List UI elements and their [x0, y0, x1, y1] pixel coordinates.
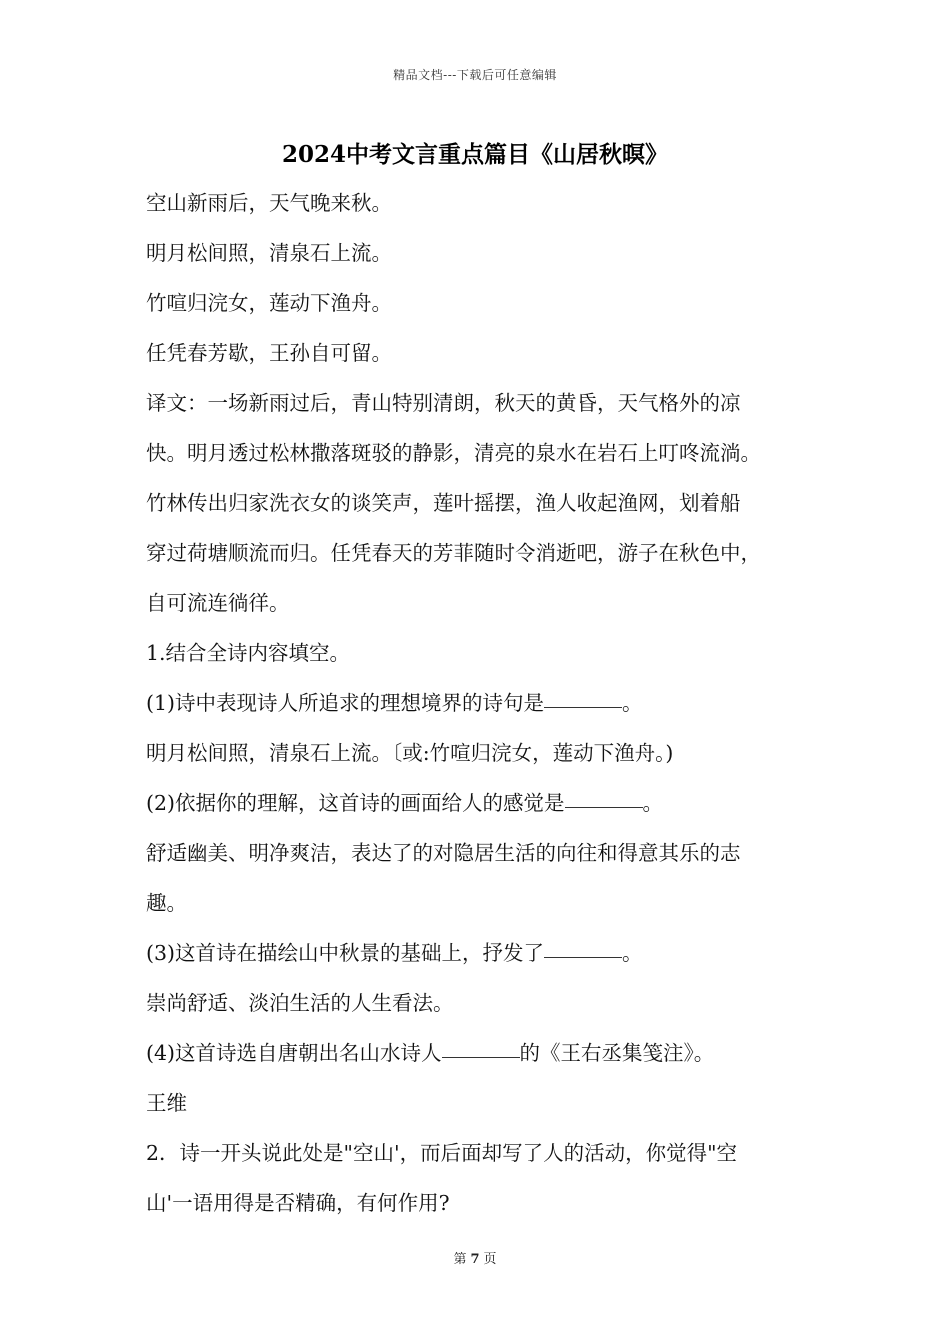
- question-text: (4)这首诗选自唐朝出名山水诗人: [146, 1041, 442, 1065]
- answer-blank: [442, 1037, 520, 1058]
- translation-line: 译文：一场新雨过后，青山特别清朗，秋天的黄昏，天气格外的凉: [146, 391, 741, 415]
- answer-blank: [544, 687, 622, 708]
- translation-line: 竹林传出归家洗衣女的谈笑声，莲叶摇摆，渔人收起渔网，划着船: [146, 491, 741, 515]
- question-text: (3)这首诗在描绘山中秋景的基础上，抒发了: [146, 941, 545, 965]
- question-1-heading: 1.结合全诗内容填空。: [146, 641, 351, 665]
- translation-line: 穿过荷塘顺流而归。任凭春天的芳菲随时令消逝吧，游子在秋色中，: [146, 541, 761, 565]
- question-text: (2)依据你的理解，这首诗的画面给人的感觉是: [146, 791, 565, 815]
- page-header: 精品文档---下载后可任意编辑: [393, 68, 557, 82]
- question-text-end: 。: [622, 691, 643, 715]
- answer-4: 王维: [146, 1091, 187, 1115]
- poem-line: 竹喧归浣女，莲动下渔舟。: [146, 291, 392, 315]
- question-text-end: 。: [642, 791, 664, 815]
- poem-line: 任凭春芳歇，王孙自可留。: [146, 341, 392, 365]
- poem-line: 明月松间照，清泉石上流。: [146, 241, 392, 265]
- question-text-end: 的《王右丞集笺注》。: [519, 1041, 715, 1065]
- answer-2: 舒适幽美、明净爽洁，表达了的对隐居生活的向往和得意其乐的志: [146, 841, 741, 865]
- translation-line: 自可流连徜徉。: [146, 591, 290, 615]
- question-1-sub-3: [146, 928, 826, 978]
- document-body: [146, 178, 826, 1228]
- question-1-sub-1: [146, 678, 826, 728]
- question-text: (1)诗中表现诗人所追求的理想境界的诗句是: [146, 691, 545, 715]
- answer-1: 明月松间照，清泉石上流。〔或:竹喧归浣女，莲动下渔舟。): [146, 741, 674, 765]
- poem-line: 空山新雨后，天气晚来秋。: [146, 191, 392, 215]
- translation-line: 快。明月透过松林撒落斑驳的静影，清亮的泉水在岩石上叮咚流淌。: [146, 441, 761, 465]
- question-2-line: 2．诗一开头说此处是"空山'，而后面却写了人的活动，你觉得"空: [146, 1141, 738, 1165]
- answer-blank: [544, 937, 622, 958]
- question-2-line: 山'一语用得是否精确，有何作用?: [146, 1191, 450, 1215]
- page-number-suffix: 页: [483, 1252, 497, 1267]
- page-number-prefix: 第: [453, 1252, 467, 1267]
- document-title: 2024中考文言重点篇目《山居秋暝》: [281, 141, 668, 168]
- answer-3: 崇尚舒适、淡泊生活的人生看法。: [146, 991, 454, 1015]
- answer-blank: [565, 787, 643, 808]
- answer-2-continued: 趣。: [146, 891, 187, 915]
- question-1-sub-2: [146, 778, 826, 828]
- question-text-end: 。: [622, 941, 643, 965]
- question-1-sub-4: [146, 1028, 826, 1078]
- page-number: 7: [470, 1252, 480, 1267]
- page-footer: [0, 1248, 950, 1267]
